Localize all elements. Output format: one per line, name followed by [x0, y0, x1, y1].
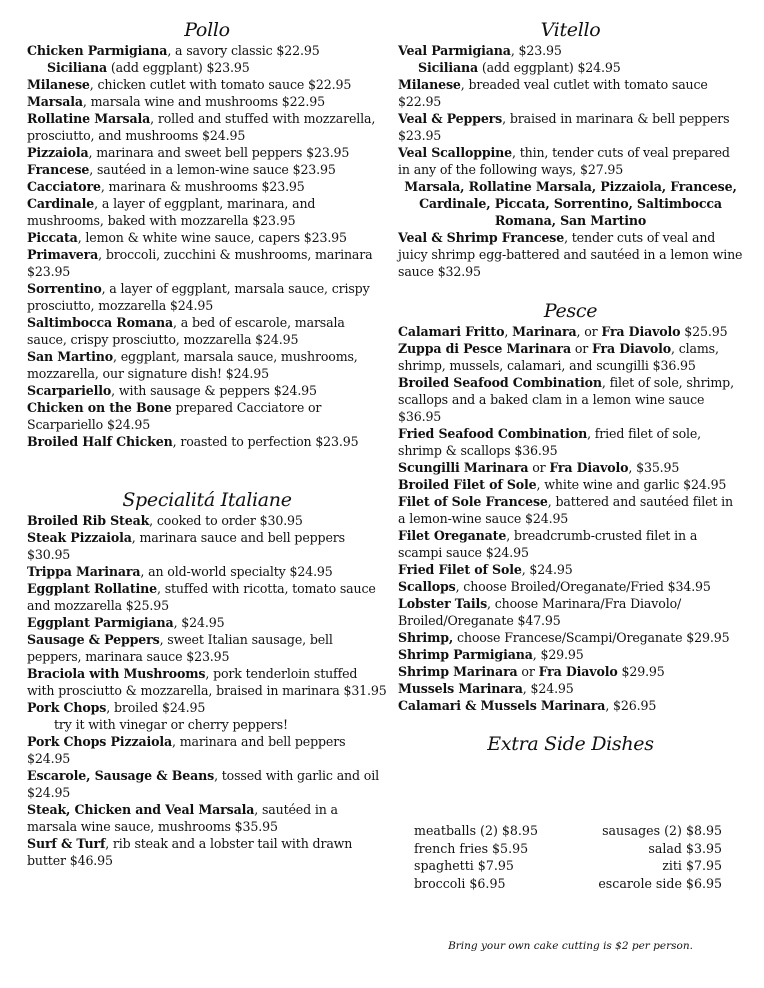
menu-item-description: , pork tenderloin stuffed with prosciutto & mozzarella, braised in marinara $31.95 [27, 666, 387, 698]
section-title-vitello: Vitello [540, 19, 601, 41]
menu-item-name: Siciliana [47, 60, 108, 75]
menu-item-name: Trippa Marinara [27, 564, 141, 579]
menu-item: Fried Seafood Combination, fried filet of sole, shrimp & scallops $36.95 [398, 426, 702, 458]
menu-item [398, 144, 743, 178]
menu-item [27, 110, 387, 144]
right-column [398, 0, 743, 756]
menu-item [27, 767, 387, 801]
menu-item-description: , broccoli, zucchini & mushrooms, marinara $23.95 [27, 247, 373, 279]
menu-item: Shrimp Parmigiana, $29.95 [398, 647, 584, 662]
menu-item-description: , marinara and bell peppers $24.95 [27, 734, 346, 766]
side-dish-left: broccoli $6.95 [414, 875, 506, 891]
menu-item: Shrimp Marinara or Fra Diavolo $29.95 [398, 664, 665, 679]
side-dish-row [414, 875, 722, 893]
menu-item-name: Veal & Peppers [398, 111, 503, 126]
menu-item-name: Cardinale [27, 196, 95, 211]
pesce-menu-list [398, 323, 743, 714]
menu-item [27, 178, 387, 195]
menu-item [27, 382, 387, 399]
menu-item [27, 246, 387, 280]
menu-item-name: Surf & Turf [27, 836, 106, 851]
section-title-pollo: Pollo [184, 19, 230, 41]
side-dish-left: meatballs (2) $8.95 [414, 823, 538, 838]
menu-item-name: Rollatine Marsala [27, 111, 151, 126]
menu-item [27, 512, 387, 529]
menu-item-name: Steak Pizzaiola [27, 530, 132, 545]
menu-item [27, 314, 387, 348]
menu-item [27, 614, 387, 631]
menu-item [27, 716, 387, 733]
menu-item-name: Saltimbocca Romana [27, 315, 174, 330]
section-title-specialita: Specialitá Italiane [122, 489, 292, 511]
side-dish-right: escarole side $6.95 [598, 875, 722, 891]
menu-item-description: , stuffed with ricotta, tomato sauce and mozzarella $25.95 [27, 581, 376, 613]
menu-item: Calamari Fritto, Marinara, or Fra Diavolo $25.95 [398, 324, 728, 339]
menu-item: Scungilli Marinara or Fra Diavolo, $35.95 [398, 460, 680, 475]
menu-item: Fried Filet of Sole, $24.95 [398, 562, 573, 577]
pollo-menu-list [27, 42, 387, 450]
menu-item-name: Eggplant Rollatine [27, 581, 157, 596]
menu-item: Shrimp, choose Francese/Scampi/Oreganate $29.95 [398, 630, 730, 645]
menu-item-name: Siciliana [418, 60, 479, 75]
menu-item-name: Broiled Half Chicken [27, 434, 173, 449]
menu-item-name: Braciola with Mushrooms [27, 666, 206, 681]
menu-item-description: , a bed of escarole, marsala sauce, crispy prosciutto, mozzarella $24.95 [27, 315, 345, 347]
side-dish-right: salad $3.95 [648, 840, 722, 856]
vitello-menu-list [398, 42, 743, 280]
menu-item [398, 229, 743, 280]
menu-item-description: (add eggplant) $23.95 [107, 60, 250, 75]
menu-item [27, 144, 387, 161]
menu-item: Lobster Tails, choose Marinara/Fra Diavolo/ Broiled/Oreganate $47.95 [398, 596, 682, 628]
menu-item [27, 835, 387, 869]
menu-item [398, 178, 743, 229]
menu-item-description: (add eggplant) $24.95 [478, 60, 621, 75]
menu-item-description: , sautéed in a marsala wine sauce, mushrooms $35.95 [27, 802, 338, 834]
side-dish-right: sausages (2) $8.95 [602, 823, 722, 838]
menu-item-name: Veal & Shrimp Francese [398, 230, 565, 245]
side-dish-left: spaghetti $7.95 [414, 858, 514, 873]
menu-item: Filet Oreganate, breadcrumb-crusted filet in a scampi sauce $24.95 [398, 528, 698, 560]
menu-item-name: Pork Chops [27, 700, 107, 715]
menu-item-name: Scarpariello [27, 383, 112, 398]
menu-item-name: Veal Parmigiana [398, 43, 511, 58]
menu-item-name: Pizzaiola [27, 145, 89, 160]
menu-item-name: Veal Scalloppine [398, 145, 513, 160]
menu-item-name: Piccata [27, 230, 78, 245]
menu-item-name: Cacciatore [27, 179, 101, 194]
menu-item-description: , marsala wine and mushrooms $22.95 [82, 94, 325, 109]
menu-item [27, 76, 387, 93]
side-dish-row [414, 822, 722, 840]
menu-item: Calamari & Mussels Marinara, $26.95 [398, 698, 657, 713]
menu-item-name: Marsala, Rollatine Marsala, Pizzaiola, Francese, Cardinale, Piccata, Sorrentino, Saltimbocca Romana, San Martino [404, 179, 737, 228]
menu-item: Broiled Filet of Sole, white wine and garlic $24.95 [398, 477, 727, 492]
menu-item [27, 631, 387, 665]
menu-item-description: , chicken cutlet with tomato sauce $22.95 [89, 77, 352, 92]
menu-item-name: Milanese [398, 77, 461, 92]
menu-item [398, 110, 743, 144]
menu-item-name: Chicken on the Bone [27, 400, 172, 415]
side-dishes-list [414, 822, 722, 892]
menu-item [27, 348, 387, 382]
menu-item [27, 433, 387, 450]
menu-item-description: , rolled and stuffed with mozzarella, prosciutto, and mushrooms $24.95 [27, 111, 376, 143]
specialita-menu-list [27, 512, 387, 869]
cake-cutting-footnote: Bring your own cake cutting is $2 per person. [448, 940, 693, 952]
menu-item: Filet of Sole Francese, battered and sautéed filet in a lemon-wine sauce $24.95 [398, 494, 733, 526]
menu-item [398, 42, 743, 59]
menu-item: Zuppa di Pesce Marinara or Fra Diavolo, clams, shrimp, mussels, calamari, and scungilli $36.95 [398, 341, 719, 373]
menu-item-description: , $23.95 [510, 43, 562, 58]
menu-item [27, 733, 387, 767]
menu-item-description: , a layer of eggplant, marinara, and mushrooms, baked with mozzarella $23.95 [27, 196, 316, 228]
menu-item-description: , an old-world specialty $24.95 [140, 564, 333, 579]
menu-item [27, 229, 387, 246]
menu-item [27, 42, 387, 59]
side-dish-row [414, 857, 722, 875]
menu-item [398, 76, 743, 110]
side-dish-left: french fries $5.95 [414, 840, 529, 856]
menu-item-description: , $24.95 [173, 615, 225, 630]
menu-item-description: , broiled $24.95 [106, 700, 206, 715]
menu-item-description: prepared Cacciatore or Scarpariello $24.95 [27, 400, 322, 432]
menu-item-name: Marsala [27, 94, 83, 109]
menu-item [27, 699, 387, 716]
menu-item-description: , marinara sauce and bell peppers $30.95 [27, 530, 345, 562]
menu-item-description: , tender cuts of veal and juicy shrimp egg-battered and sautéed in a lemon wine sauce $32.95 [398, 230, 743, 279]
menu-item-name: Broiled Rib Steak [27, 513, 150, 528]
menu-item-description: , a savory classic $22.95 [167, 43, 320, 58]
menu-item [27, 195, 387, 229]
menu-item-description: , with sausage & peppers $24.95 [111, 383, 317, 398]
section-title-pesce: Pesce [543, 300, 598, 322]
menu-item-description: , cooked to order $30.95 [149, 513, 303, 528]
menu-item-name: Pork Chops Pizzaiola [27, 734, 172, 749]
menu-item [27, 59, 387, 76]
menu-item-description: , rib steak and a lobster tail with drawn butter $46.95 [27, 836, 353, 868]
menu-item [27, 580, 387, 614]
menu-item-description: try it with vinegar or cherry peppers! [54, 717, 288, 732]
menu-item-description: , a layer of eggplant, marsala sauce, crispy prosciutto, mozzarella $24.95 [27, 281, 370, 313]
menu-item-name: San Martino [27, 349, 114, 364]
menu-item [27, 93, 387, 110]
menu-item-name: Eggplant Parmigiana [27, 615, 174, 630]
menu-item-description: , sautéed in a lemon-wine sauce $23.95 [89, 162, 336, 177]
menu-item-name: Sorrentino [27, 281, 102, 296]
menu-item-name: Steak, Chicken and Veal Marsala [27, 802, 255, 817]
menu-item-name: Francese [27, 162, 90, 177]
menu-item-description: , braised in marinara & bell peppers $23.95 [398, 111, 730, 143]
menu-item-description: , lemon & white wine sauce, capers $23.95 [77, 230, 347, 245]
menu-item-name: Escarole, Sausage & Beans [27, 768, 215, 783]
menu-item [27, 280, 387, 314]
section-title-sides: Extra Side Dishes [487, 733, 654, 755]
menu-item-description: , marinara & mushrooms $23.95 [100, 179, 305, 194]
menu-item: Scallops, choose Broiled/Oreganate/Fried $34.95 [398, 579, 711, 594]
menu-item [27, 161, 387, 178]
menu-item-description: , roasted to perfection $23.95 [172, 434, 359, 449]
side-dish-right: ziti $7.95 [662, 858, 722, 873]
menu-item [27, 665, 387, 699]
menu-item: Broiled Seafood Combination, filet of sole, shrimp, scallops and a baked clam in a lemon wine sauce $36.95 [398, 375, 734, 424]
menu-item-description: , breaded veal cutlet with tomato sauce $22.95 [398, 77, 708, 109]
menu-item [27, 529, 387, 563]
menu-item-description: , eggplant, marsala sauce, mushrooms, mozzarella, our signature dish! $24.95 [27, 349, 358, 381]
menu-item-description: , thin, tender cuts of veal prepared in any of the following ways, $27.95 [398, 145, 730, 177]
menu-item-name: Milanese [27, 77, 90, 92]
side-dish-row [414, 840, 722, 858]
menu-item-description: , sweet Italian sausage, bell peppers, marinara sauce $23.95 [27, 632, 333, 664]
menu-item [27, 399, 387, 433]
menu-item-name: Chicken Parmigiana [27, 43, 168, 58]
menu-item-description: , tossed with garlic and oil $24.95 [27, 768, 379, 800]
menu-item-name: Sausage & Peppers [27, 632, 160, 647]
menu-item-description: , marinara and sweet bell peppers $23.95 [88, 145, 350, 160]
menu-item [27, 801, 387, 835]
menu-item [27, 563, 387, 580]
menu-item-name: Primavera [27, 247, 99, 262]
left-column [27, 0, 387, 869]
menu-item: Mussels Marinara, $24.95 [398, 681, 574, 696]
menu-item [398, 59, 743, 76]
